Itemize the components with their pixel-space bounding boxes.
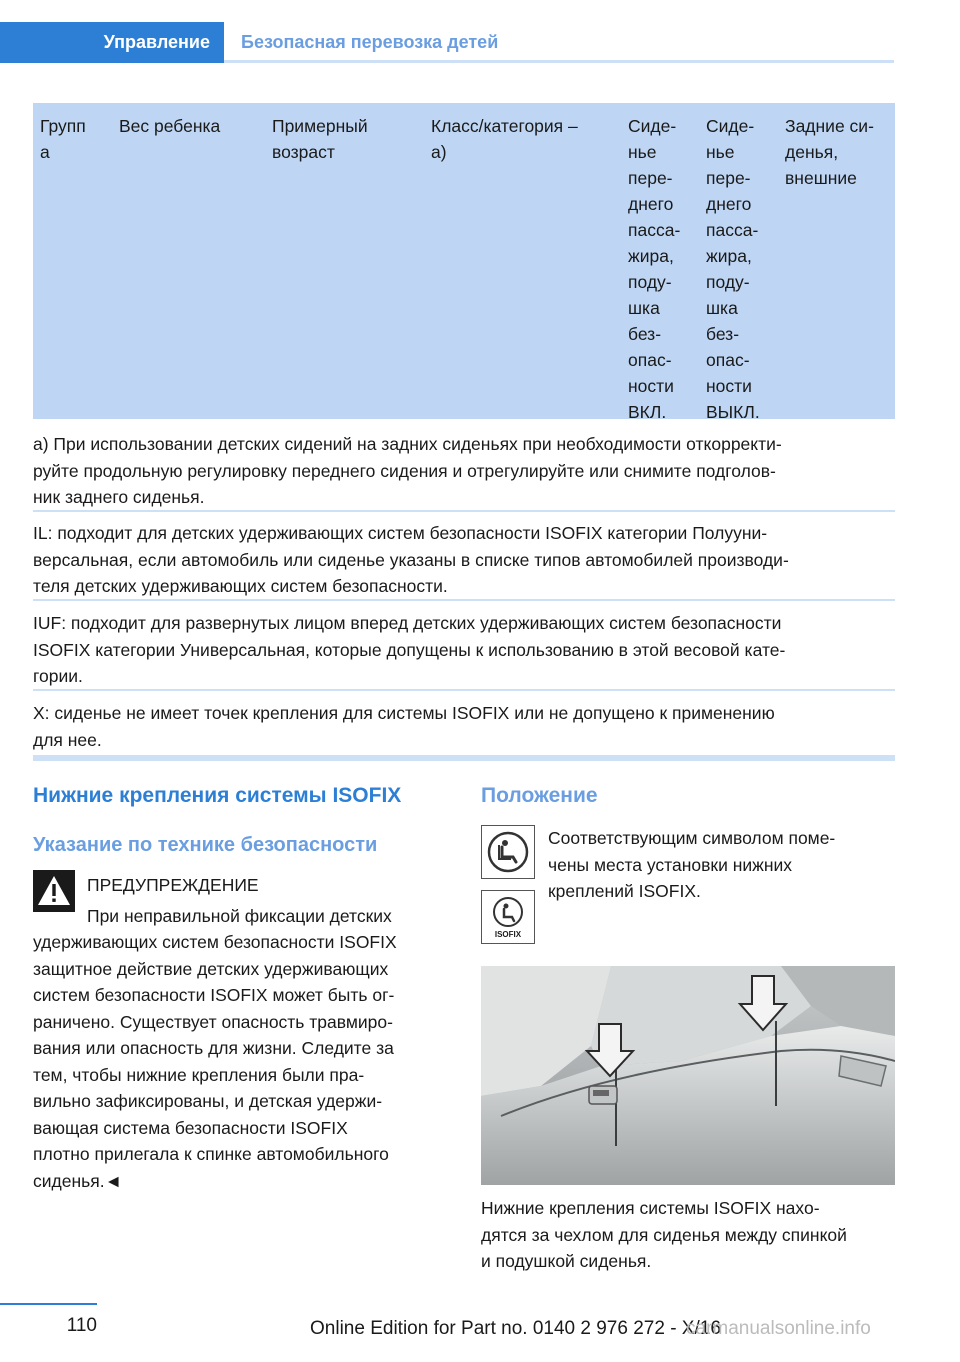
col-group: Групп а	[40, 116, 86, 162]
section-tab[interactable]	[0, 22, 224, 63]
table-end-bar	[33, 755, 895, 761]
section-heading-isofix: Нижние крепления системы ISOFIX	[33, 784, 402, 807]
col-front-airbag-off: Сиде- нье пере- днего пасса- жира, поду- шка без- опас- ности ВЫКЛ.	[706, 116, 760, 422]
warning-line: При неправильной фиксации детских	[87, 906, 392, 926]
col-rear-outer: Задние си- денья, внешние	[785, 116, 874, 188]
warning-body: удерживающих систем безопасности ISOFIX защитное действие детских удерживающих систем безопасности ISOFIX может быть ог- раничено. Существует опасность травмиро- вания или опасность для жизни. Следите за тем, чтобы нижние крепления были пра- вильно зафиксированы, и детская удержи- вающая система безопасности ISOFIX плотно прилегала к спинке автомобильного сиденья.◄	[33, 932, 397, 1191]
note-x: X: сиденье не имеет точек крепления для системы ISOFIX или не допущено к применению для нее.	[33, 703, 775, 750]
chapter-tab[interactable]	[224, 22, 498, 63]
child-seat-table-header	[33, 103, 895, 422]
note-divider	[33, 510, 895, 512]
note-divider	[33, 599, 895, 601]
note-a: а) При использовании детских сидений на задних сиденьях при необходимости откорректи- руйте продольную регулировку переднего сидения и отрегулируйте или снимите подголов- ник заднего сиденья.	[33, 434, 782, 507]
col-age: Примерный возраст	[272, 116, 368, 162]
note-divider	[33, 689, 895, 691]
chapter-title: Безопасная перевозка детей	[241, 32, 499, 52]
isofix-symbol	[481, 890, 535, 944]
col-front-airbag-on: Сиде- нье пере- днего пасса- жира, поду- шка без- опас- ности ВКЛ.	[628, 116, 681, 422]
subheading-safety: Указание по технике безопасности	[33, 834, 378, 856]
page-number: 110	[66, 1315, 97, 1336]
warning-icon	[33, 870, 75, 912]
section-heading-position: Положение	[481, 784, 598, 807]
col-class: Класс/категория – a)	[431, 116, 578, 162]
position-intro: Соответствующим символом поме- чены места установки нижних креплений ISOFIX.	[548, 828, 836, 901]
header-rule	[224, 60, 894, 63]
col-weight: Вес ребенка	[119, 116, 221, 136]
photo-caption: Нижние крепления системы ISOFIX нахо- дятся за чехлом для сиденья между спинкой и подушкой сиденья.	[481, 1198, 847, 1271]
warning-title: ПРЕДУПРЕЖДЕНИЕ	[87, 875, 259, 895]
isofix-seat-icon	[488, 896, 528, 930]
section-title: Управление	[103, 32, 210, 52]
isofix-seat-photo	[481, 966, 895, 1185]
child-seat-symbol	[481, 825, 535, 879]
edition-text: Online Edition for Part no. 0140 2 976 272 - X/16	[310, 1318, 721, 1339]
note-il: IL: подходит для детских удерживающих систем безопасности ISOFIX категории Полууни- версальная, если автомобиль или сиденье указаны в списке типов автомобилей производи- теля детских удерживающих систем безопасности.	[33, 523, 789, 596]
child-seat-icon	[485, 829, 531, 875]
footer-rule	[0, 1303, 97, 1305]
watermark: carmanualsonline.info	[686, 1318, 871, 1339]
note-iuf: IUF: подходит для развернутых лицом вперед детских удерживающих систем безопасности ISOFIX категории Универсальная, которые допущены к использованию в этой весовой кате- гории.	[33, 613, 786, 686]
isofix-label: ISOFIX	[494, 929, 522, 939]
